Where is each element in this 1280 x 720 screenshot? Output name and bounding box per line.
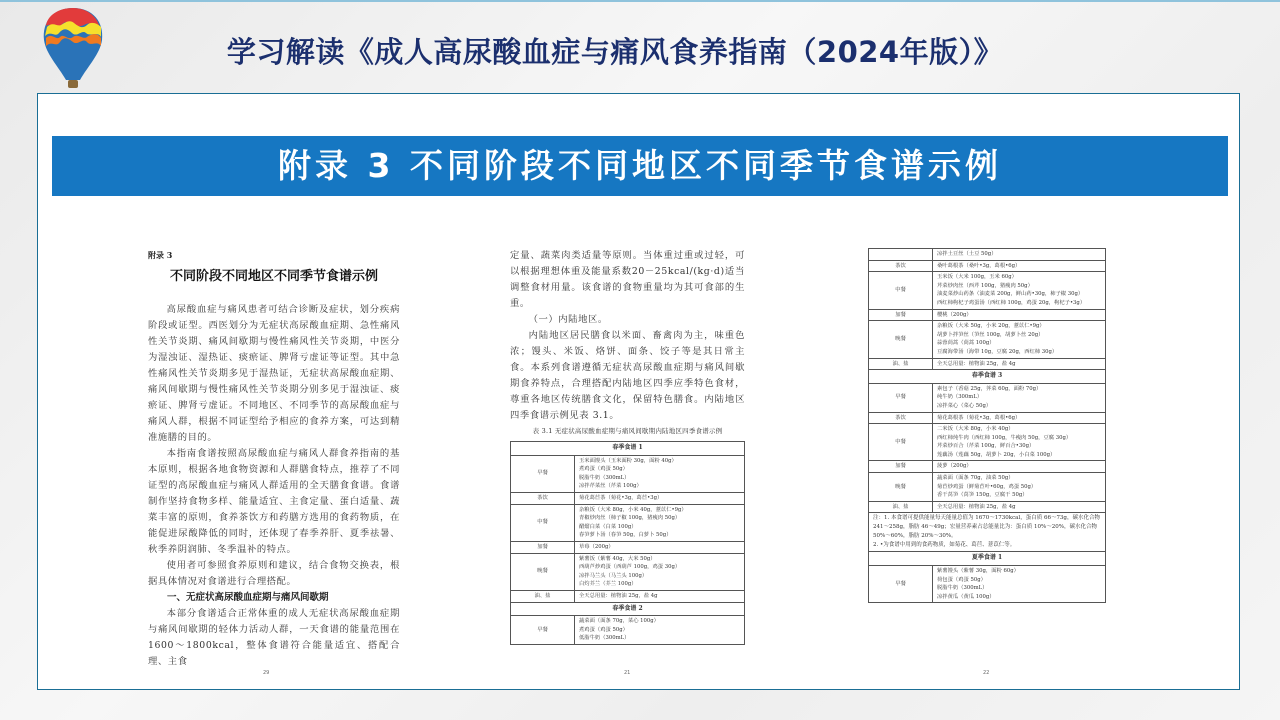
meal-items bbox=[575, 616, 745, 645]
meal-label: 晚餐 bbox=[869, 473, 933, 502]
food-item: 莲藕汤（莲藕 50g，胡萝卜 20g，小白菜 100g） bbox=[937, 451, 1056, 458]
food-item: 西红柿枸杞子鸡蛋汤（西红柿 100g，鸡蛋 20g，枸杞子•3g） bbox=[937, 299, 1086, 306]
meal-label: 早餐 bbox=[511, 455, 575, 492]
page-number: 21 bbox=[624, 670, 631, 676]
food-item: 春笋萝卜汤（春笋 50g，白萝卜 50g） bbox=[579, 532, 672, 539]
food-item: 全天总用量：植物油 25g，盐 4g bbox=[937, 503, 1016, 510]
table-note bbox=[869, 513, 1106, 552]
meal-label: 早餐 bbox=[869, 383, 933, 412]
food-item: 玉米饭（大米 100g，玉米 60g） bbox=[937, 274, 1017, 281]
section-heading: 一、无症状高尿酸血症期与痛风间歇期 bbox=[167, 592, 329, 603]
meal-label: 油、盐 bbox=[511, 590, 575, 602]
food-item: 煮鸡蛋（鸡蛋 50g） bbox=[579, 466, 628, 473]
slide-title: 学习解读《成人高尿酸血症与痛风食养指南（2024年版）》 bbox=[226, 35, 1004, 69]
meal-items bbox=[575, 504, 745, 541]
meal-label: 加餐 bbox=[511, 541, 575, 553]
food-item: 素包子（香菇 25g，荠菜 60g，面粉 70g） bbox=[937, 385, 1042, 392]
meal-items bbox=[933, 249, 1106, 261]
food-item: 胡萝卜拌笋丝（笋丝 100g，胡萝卜丝 20g） bbox=[937, 331, 1044, 338]
food-item: 油麦菜炒山药条（油麦菜 200g，鲜山药•30g，柿子椒 30g） bbox=[937, 291, 1084, 298]
meal-items bbox=[933, 501, 1106, 513]
meal-items bbox=[933, 412, 1106, 424]
table-row bbox=[511, 590, 745, 602]
meal-label: 加餐 bbox=[869, 309, 933, 321]
meal-label bbox=[869, 249, 933, 261]
page-heading: 不同阶段不同地区不同季节食谱示例 bbox=[170, 269, 379, 284]
table-row bbox=[869, 309, 1106, 321]
food-item: 全天总用量：植物油 25g，盐 4g bbox=[579, 592, 658, 599]
meal-items bbox=[575, 492, 745, 504]
meal-items bbox=[575, 553, 745, 590]
food-item: 菠萝（200g） bbox=[937, 463, 972, 470]
table-row bbox=[869, 383, 1106, 412]
subsection: （一）内陆地区。 bbox=[528, 314, 608, 325]
table-row bbox=[869, 249, 1106, 261]
food-item: 凉拌黄瓜（黄瓜 100g） bbox=[937, 593, 995, 600]
meal-items bbox=[933, 260, 1106, 272]
page-number: 29 bbox=[263, 670, 270, 676]
food-item: 菊苣炒鸡蛋（鲜菊苣叶•60g，鸡蛋 50g） bbox=[937, 483, 1037, 490]
meal-label: 茶饮 bbox=[511, 492, 575, 504]
table-row bbox=[869, 260, 1106, 272]
meal-label: 油、盐 bbox=[869, 501, 933, 513]
document-page-22 bbox=[868, 248, 1106, 603]
table-row bbox=[511, 553, 745, 590]
food-item: 杂粮饭（大米 50g，小米 20g，薏苡仁•9g） bbox=[937, 323, 1045, 330]
paragraph: 使用者可参照食养原则和建议，结合食物交换表，根据具体情况对食谱进行合理搭配。 bbox=[148, 560, 400, 587]
document-page-29 bbox=[148, 250, 400, 670]
table-row bbox=[511, 455, 745, 492]
food-item: 芹菜炒肉丝（西芹 100g，猪瘦肉 50g） bbox=[937, 282, 1033, 289]
meal-items bbox=[933, 383, 1106, 412]
food-item: 杂粮饭（大米 80g，小米 40g，薏苡仁•9g） bbox=[579, 506, 687, 513]
note-line: 注：1. 本食谱可提供能量每天能量总值为 1670～1730kcal，蛋白质 66～73g，碳水化合物 241～258g，脂肪 46～49g；宏量营养素占总能量比为：蛋白质 10%～20%，碳水化合物 50%～60%，脂肪 20%～30%。 bbox=[873, 515, 1100, 540]
food-item: 凉拌土豆丝（土豆 50g） bbox=[937, 251, 997, 257]
food-item: 蔬菜面（面条 70g，菜心 100g） bbox=[579, 618, 659, 625]
paragraph: 定量、蔬菜肉类适量等原则。当体重过重或过轻，可以根据理想体重及能量系数20－25kcal/(kg·d)适当调整食材用量。该食谱的食物重量均为其可食部的生重。 bbox=[510, 250, 745, 309]
paragraph: 本指南食谱按照高尿酸血症与痛风人群食养指南的基本原则，根据各地食物资源和人群膳食特点，推荐了不同证型的高尿酸血症与痛风人群适用的全天膳食食谱。食谱制作坚持食物多样、能量适宜、主食定量、蛋白适量、蔬菜丰富的原则，食养茶饮方和药膳方选用的食药物质，在能促进尿酸降低的同时，还体现了春季养肝、夏季祛暑、秋季养阴润肺、冬季温补的特点。 bbox=[148, 448, 400, 555]
table-row bbox=[869, 412, 1106, 424]
meal-items bbox=[933, 424, 1106, 461]
food-item: 芹菜炒百合（芹菜 100g，鲜百合•30g） bbox=[937, 443, 1035, 450]
meal-items bbox=[933, 473, 1106, 502]
food-item: 草莓（200g） bbox=[579, 543, 614, 550]
meal-label: 茶饮 bbox=[869, 260, 933, 272]
meal-items bbox=[575, 541, 745, 553]
table-row bbox=[869, 473, 1106, 502]
table-row bbox=[869, 358, 1106, 370]
meal-label: 中餐 bbox=[511, 504, 575, 541]
meal-items bbox=[933, 321, 1106, 358]
top-accent-line bbox=[0, 0, 1280, 2]
food-item: 菊花葛根茶（菊花•3g，葛根•6g） bbox=[937, 414, 1021, 421]
meal-label: 油、盐 bbox=[869, 358, 933, 370]
meal-items bbox=[575, 590, 745, 602]
meal-items bbox=[933, 566, 1106, 603]
meal-label: 早餐 bbox=[511, 616, 575, 645]
table-row bbox=[869, 370, 1106, 384]
table-row bbox=[869, 424, 1106, 461]
food-item: 凉拌马兰头（马兰头 100g） bbox=[579, 572, 648, 579]
appendix-banner: 附录 3 不同阶段不同地区不同季节食谱示例 bbox=[52, 136, 1228, 196]
food-item: 白灼芥兰（芥兰 100g） bbox=[579, 581, 637, 588]
food-item: 纯牛奶（300mL） bbox=[937, 394, 983, 401]
food-item: 玉米面馒头（玉米面粉 30g，面粉 40g） bbox=[579, 457, 677, 464]
meal-label: 晚餐 bbox=[869, 321, 933, 358]
food-item: 蒜蓉茼蒿（茼蒿 100g） bbox=[937, 340, 995, 347]
table-row bbox=[869, 321, 1106, 358]
food-item: 煮鸡蛋（鸡蛋 50g） bbox=[579, 626, 628, 633]
paragraph: 高尿酸血症与痛风患者可结合诊断及症状，划分疾病阶段或证型。西医划分为无症状高尿酸血症期、急性痛风性关节炎期、痛风间歇期与慢性痛风性关节炎期，中医分为湿浊证、湿热证、痰瘀证、脾肾亏虚证等证型。其中急性痛风性关节炎期多见于湿热证，无症状高尿酸血症期、痛风间歇期与慢性痛风性关节炎期分别多见于湿浊证、痰瘀证、脾肾亏虚证。不同地区、不同季节的高尿酸血症与痛风人群，根据不同证型给予相应的食养方案，可达到精准施膳的目的。 bbox=[148, 304, 400, 443]
meal-items bbox=[933, 358, 1106, 370]
food-item: 青椒炒肉丝（柿子椒 100g，猪瘦肉 50g） bbox=[579, 515, 681, 522]
meal-items bbox=[575, 455, 745, 492]
food-item: 紫薯饭（紫薯 40g，大米 50g） bbox=[579, 555, 656, 562]
meal-items bbox=[933, 309, 1106, 321]
table-row bbox=[511, 602, 745, 616]
table-row bbox=[511, 442, 745, 456]
food-item: 西红柿炖牛肉（西红柿 100g，牛瘦肉 50g，豆腐 30g） bbox=[937, 434, 1072, 441]
food-item: 脱脂牛奶（300mL） bbox=[937, 585, 988, 592]
meal-label: 中餐 bbox=[869, 272, 933, 309]
document-page-21 bbox=[510, 248, 745, 645]
appendix-label: 附录 3 bbox=[148, 250, 173, 260]
table-row bbox=[869, 566, 1106, 603]
food-item: 低脂牛奶（300mL） bbox=[579, 635, 630, 642]
meal-label: 加餐 bbox=[869, 461, 933, 473]
table-row bbox=[511, 504, 745, 541]
food-item: 荷包蛋（鸡蛋 50g） bbox=[937, 576, 986, 583]
food-item: 樱桃（200g） bbox=[937, 311, 972, 318]
menu-title: 春季食谱 1 bbox=[511, 442, 745, 456]
menu-table bbox=[510, 441, 745, 645]
food-item: 紫薯馒头（紫薯 30g，面粉 60g） bbox=[937, 568, 1019, 575]
meal-items bbox=[933, 461, 1106, 473]
food-item: 醋熘白菜（白菜 100g） bbox=[579, 523, 637, 530]
note-line: 2. •为食谱中用到的食药物质，如菊花、葛苣、薏苡仁等。 bbox=[873, 542, 1016, 549]
food-item: 凉拌菜心（菜心 50g） bbox=[937, 402, 992, 409]
food-item: 香干莴笋（莴笋 150g，豆腐干 50g） bbox=[937, 492, 1028, 499]
food-item: 菊花葛苣茶（菊花•3g，葛苣•3g） bbox=[579, 494, 663, 501]
hot-air-balloon-icon bbox=[38, 6, 108, 92]
food-item: 桑叶葛根茶（桑叶•3g，葛根•6g） bbox=[937, 262, 1021, 269]
food-item: 脱脂牛奶（300mL） bbox=[579, 474, 630, 481]
food-item: 二米饭（大米 80g，小米 40g） bbox=[937, 426, 1014, 433]
table-row bbox=[511, 541, 745, 553]
page-number: 22 bbox=[983, 670, 990, 676]
food-item: 豆腐海带汤（海带 10g，豆腐 20g，西红柿 30g） bbox=[937, 348, 1058, 355]
meal-label: 早餐 bbox=[869, 566, 933, 603]
table-row bbox=[511, 492, 745, 504]
food-item: 全天总用量：植物油 25g，盐 4g bbox=[937, 360, 1016, 367]
meal-label: 茶饮 bbox=[869, 412, 933, 424]
menu-title: 春季食谱 3 bbox=[869, 370, 1106, 384]
menu-title: 夏季食谱 1 bbox=[869, 552, 1106, 566]
table-row bbox=[869, 501, 1106, 513]
table-caption: 表 3.1 无症状高尿酸血症期与痛风间歇期内陆地区四季食谱示例 bbox=[532, 427, 723, 435]
meal-label: 晚餐 bbox=[511, 553, 575, 590]
menu-title: 春季食谱 2 bbox=[511, 602, 745, 616]
paragraph: 本部分食谱适合正常体重的成人无症状高尿酸血症期与痛风间歇期的轻体力活动人群，一天食谱的能量范围在1600～1800kcal，整体食谱符合能量适宜、搭配合理、主食 bbox=[148, 608, 400, 667]
meal-items bbox=[933, 272, 1106, 309]
food-item: 西葫芦炒鸡蛋（西葫芦 100g，鸡蛋 30g） bbox=[579, 564, 681, 571]
menu-table bbox=[868, 248, 1106, 603]
table-row bbox=[869, 461, 1106, 473]
table-row bbox=[869, 552, 1106, 566]
table-row bbox=[869, 513, 1106, 552]
paragraph: 内陆地区居民膳食以米面、畜禽肉为主，味重色浓；馒头、米饭、烙饼、面条、饺子等是其日常主食。本系列食谱遵循无症状高尿酸血症期与痛风间歇期食养特点，合理搭配内陆地区四季应季特色食材，尊重各地区传统膳食文化，保留特色膳食。内陆地区四季食谱示例见表 3.1。 bbox=[510, 330, 745, 421]
table-row bbox=[511, 616, 745, 645]
meal-label: 中餐 bbox=[869, 424, 933, 461]
food-item: 蔬菜面（面条 70g，油菜 50g） bbox=[937, 475, 1014, 482]
food-item: 凉拌芹菜丝（芹菜 100g） bbox=[579, 483, 642, 490]
table-row bbox=[869, 272, 1106, 309]
